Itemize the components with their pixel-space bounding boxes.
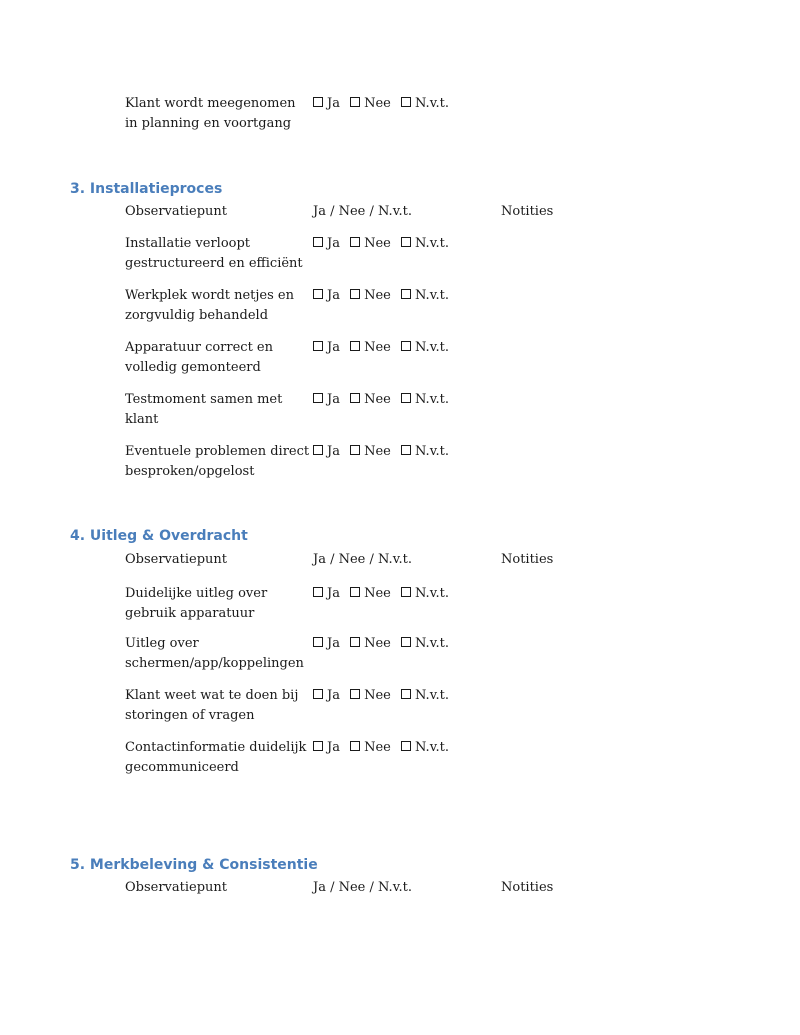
column-header-answer: Ja / Nee / N.v.t.: [313, 552, 412, 567]
checkbox-icon[interactable]: [401, 689, 411, 699]
option-ja[interactable]: Ja: [313, 686, 340, 706]
checkbox-icon[interactable]: [313, 289, 323, 299]
column-header-notes: Notities: [501, 880, 554, 895]
observation-text: Duidelijke uitleg over gebruik apparatuur: [125, 586, 268, 621]
column-header-answer: Ja / Nee / N.v.t.: [313, 204, 412, 219]
answer-options: [313, 94, 455, 114]
option-nvt[interactable]: N.v.t.: [401, 634, 449, 654]
column-header-observation: Observatiepunt: [125, 204, 228, 219]
option-nvt[interactable]: N.v.t.: [401, 338, 449, 358]
checkbox-icon[interactable]: [313, 393, 323, 403]
column-header-observation: Observatiepunt: [125, 880, 228, 895]
checkbox-icon[interactable]: [350, 689, 360, 699]
observation-text: Testmoment samen met klant: [125, 392, 283, 427]
observation-text: Klant weet wat te doen bij storingen of vragen: [125, 688, 299, 723]
checkbox-icon[interactable]: [313, 587, 323, 597]
option-nee[interactable]: Nee: [350, 390, 391, 410]
option-ja[interactable]: Ja: [313, 584, 340, 604]
option-nee[interactable]: Nee: [350, 634, 391, 654]
option-nee[interactable]: Nee: [350, 738, 391, 758]
observation-text: Eventuele problemen direct besproken/opgelost: [125, 444, 310, 479]
option-nee[interactable]: Nee: [350, 442, 391, 462]
checkbox-icon[interactable]: [401, 637, 411, 647]
option-ja[interactable]: Ja: [313, 286, 340, 306]
observation-text: Installatie verloopt gestructureerd en efficiënt: [125, 236, 303, 271]
option-nvt[interactable]: N.v.t.: [401, 442, 449, 462]
option-nee[interactable]: Nee: [350, 686, 391, 706]
checkbox-icon[interactable]: [350, 587, 360, 597]
checkbox-icon[interactable]: [401, 445, 411, 455]
option-nee[interactable]: Nee: [350, 94, 391, 114]
checkbox-icon[interactable]: [401, 341, 411, 351]
answer-options: [313, 738, 455, 758]
checkbox-icon[interactable]: [313, 97, 323, 107]
answer-options: [313, 634, 455, 654]
option-nvt[interactable]: N.v.t.: [401, 94, 449, 114]
checkbox-icon[interactable]: [350, 97, 360, 107]
observation-text: Apparatuur correct en volledig gemonteerd: [125, 340, 273, 375]
answer-options: [313, 234, 455, 254]
option-ja[interactable]: Ja: [313, 338, 340, 358]
checkbox-icon[interactable]: [313, 741, 323, 751]
option-nvt[interactable]: N.v.t.: [401, 390, 449, 410]
checkbox-icon[interactable]: [350, 741, 360, 751]
option-nee[interactable]: Nee: [350, 286, 391, 306]
column-header-answer: Ja / Nee / N.v.t.: [313, 880, 412, 895]
option-nvt[interactable]: N.v.t.: [401, 286, 449, 306]
checkbox-icon[interactable]: [313, 637, 323, 647]
answer-options: [313, 686, 455, 706]
column-header-notes: Notities: [501, 204, 554, 219]
checkbox-icon[interactable]: [350, 341, 360, 351]
section-heading: 5. Merkbeleving & Consistentie: [70, 857, 318, 873]
observation-text: Werkplek wordt netjes en zorgvuldig behandeld: [125, 288, 294, 323]
observation-text: Klant wordt meegenomen in planning en voortgang: [125, 96, 296, 131]
option-nvt[interactable]: N.v.t.: [401, 738, 449, 758]
section-heading: 3. Installatieproces: [70, 181, 223, 197]
option-nvt[interactable]: N.v.t.: [401, 686, 449, 706]
checkbox-icon[interactable]: [350, 445, 360, 455]
checkbox-icon[interactable]: [401, 237, 411, 247]
checkbox-icon[interactable]: [350, 637, 360, 647]
checkbox-icon[interactable]: [350, 237, 360, 247]
checkbox-icon[interactable]: [313, 689, 323, 699]
observation-text: Contactinformatie duidelijk gecommuniceerd: [125, 740, 307, 775]
answer-options: [313, 286, 455, 306]
checkbox-icon[interactable]: [313, 445, 323, 455]
option-ja[interactable]: Ja: [313, 390, 340, 410]
answer-options: [313, 338, 455, 358]
checkbox-icon[interactable]: [313, 237, 323, 247]
option-nvt[interactable]: N.v.t.: [401, 584, 449, 604]
option-nvt[interactable]: N.v.t.: [401, 234, 449, 254]
checkbox-icon[interactable]: [401, 741, 411, 751]
answer-options: [313, 442, 455, 462]
checkbox-icon[interactable]: [401, 587, 411, 597]
checkbox-icon[interactable]: [401, 97, 411, 107]
option-ja[interactable]: Ja: [313, 234, 340, 254]
column-header-notes: Notities: [501, 552, 554, 567]
checkbox-icon[interactable]: [350, 289, 360, 299]
option-nee[interactable]: Nee: [350, 234, 391, 254]
option-ja[interactable]: Ja: [313, 442, 340, 462]
option-nee[interactable]: Nee: [350, 584, 391, 604]
checkbox-icon[interactable]: [350, 393, 360, 403]
section-heading: 4. Uitleg & Overdracht: [70, 528, 248, 544]
checkbox-icon[interactable]: [401, 289, 411, 299]
checkbox-icon[interactable]: [401, 393, 411, 403]
option-ja[interactable]: Ja: [313, 634, 340, 654]
answer-options: [313, 584, 455, 604]
answer-options: [313, 390, 455, 410]
option-nee[interactable]: Nee: [350, 338, 391, 358]
column-header-observation: Observatiepunt: [125, 552, 228, 567]
option-ja[interactable]: Ja: [313, 738, 340, 758]
option-ja[interactable]: Ja: [313, 94, 340, 114]
checkbox-icon[interactable]: [313, 341, 323, 351]
observation-text: Uitleg over schermen/app/koppelingen: [125, 636, 304, 671]
